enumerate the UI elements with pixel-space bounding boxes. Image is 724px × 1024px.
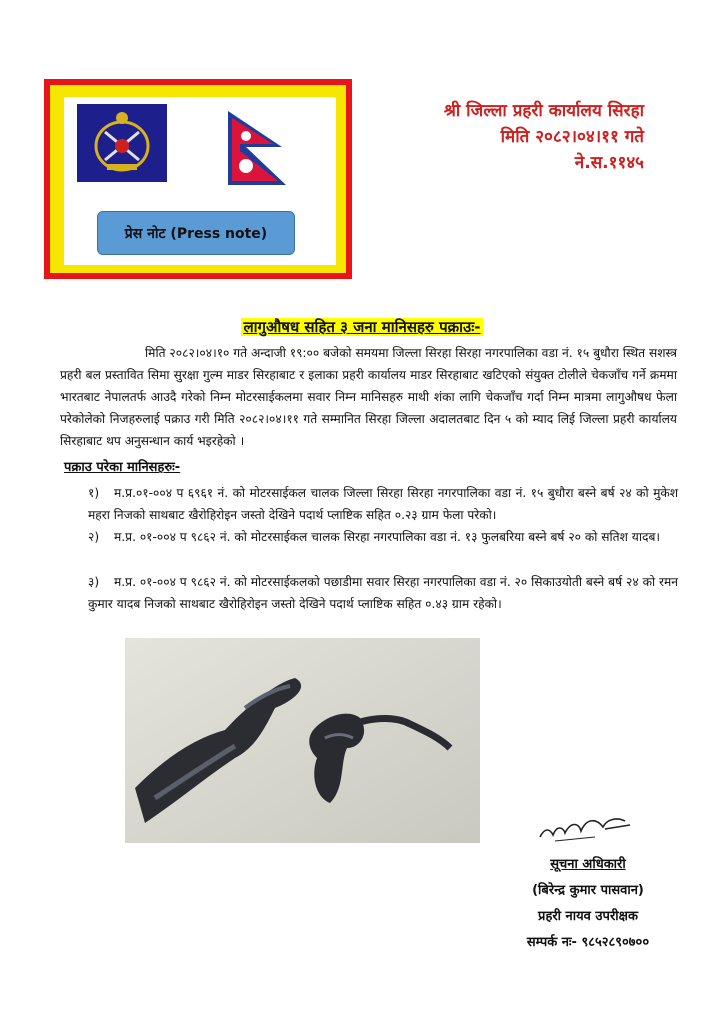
arrested-heading: पक्राउ परेका मानिसहरुः- <box>64 460 181 475</box>
list-item <box>88 571 678 615</box>
office-date: मिति २०८२।०४।११ गते <box>500 127 644 147</box>
seized-packets-photo <box>125 638 480 843</box>
signoff-title: सूचना अधिकारी <box>550 857 626 872</box>
signoff-contact: सम्पर्क नः- ९८५२८९०७०० <box>526 935 650 950</box>
press-note-label: प्रेस नोट (Press note) <box>97 211 295 255</box>
signoff-block <box>488 852 688 956</box>
body-paragraph <box>60 342 677 452</box>
list-item-number: २) <box>88 530 100 544</box>
list-item <box>88 526 678 548</box>
body-paragraph-text: मिति २०८२।०४।१० गते अन्दाजी १९:०० बजेको समयमा जिल्ला सिरहा सिरहा नगरपालिका वडा नं. १५ बुधौरा स्थित सशस्त्र प्रहरी बल प्रस्तावित सिमा सुरक्षा गुल्म माडर सिरहाबाट र इलाका प्रहरी कार्यालय माडर सिरहाबाट खटिएको संयुक्त टोलीले चेकजाँच गर्ने क्रममा भारतबाट नेपालतर्फ आउदै गरेको निम्न मोटरसाईकलमा सवार निम्न मानिसहरु माथी शंका लागि चेकजाँच गर्दा निम्न मात्रमा लागुऔषध फेला परेकोलेको निजहरुलाई पक्राउ गरी मिति २०८२।०४।११ गते सम्मानित सिरहा जिल्ला अदालतबाट दिन ५ को म्याद लिई जिल्ला प्रहरी कार्यालय सिरहाबाट थप अनुसन्धान कार्य भइरहेको । <box>60 346 677 448</box>
signature-image <box>535 807 635 847</box>
office-header <box>444 98 644 176</box>
office-name: श्री जिल्ला प्रहरी कार्यालय सिरहा <box>443 101 644 121</box>
list-item-number: ३) <box>88 575 100 589</box>
signoff-name: (बिरेन्द्र कुमार पासवान) <box>532 883 644 898</box>
list-item-text: म.प्र. ०१-००४ प ९८६२ नं. को मोटरसाईकल चालक सिरहा नगरपालिका वडा नं. १३ फुलबरिया बस्ने बर्ष २० को सतिश यादब। <box>114 530 661 544</box>
reference-number: ने.स.११४५ <box>574 153 644 173</box>
list-item-text: म.प्र.०१-००४ प ६९६१ नं. को मोटरसाईकल चालक जिल्ला सिरहा सिरहा नगरपालिका वडा नं. १५ बुधौरा बस्ने बर्ष २४ को मुकेश महरा निजको साथबाट खैरोहिरोइन जस्तो देखिने पदार्थ प्लाष्टिक सहित ०.२३ ग्राम फेला परेको। <box>88 486 678 522</box>
nepal-flag-icon <box>226 109 292 187</box>
nepal-police-emblem-icon <box>77 104 167 182</box>
list-item-text: म.प्र. ०१-००४ प ९८६२ नं. को मोटरसाईकलको पछाडीमा सवार सिरहा नगरपालिका वडा नं. २० सिकाउयोती बस्ने बर्ष २४ को रमन कुमार यादब निजको साथबाट खैरोहिरोइन जस्तो देखिने पदार्थ प्लाष्टिक सहित ०.४३ ग्राम रहेको। <box>88 575 679 611</box>
list-item <box>88 482 678 526</box>
signoff-rank: प्रहरी नायव उपरीक्षक <box>538 909 638 924</box>
list-item-number: १) <box>88 486 100 500</box>
headline-text: लागुऔषध सहित ३ जना मानिसहरु पक्राउः- <box>243 318 481 336</box>
headline <box>0 317 724 337</box>
